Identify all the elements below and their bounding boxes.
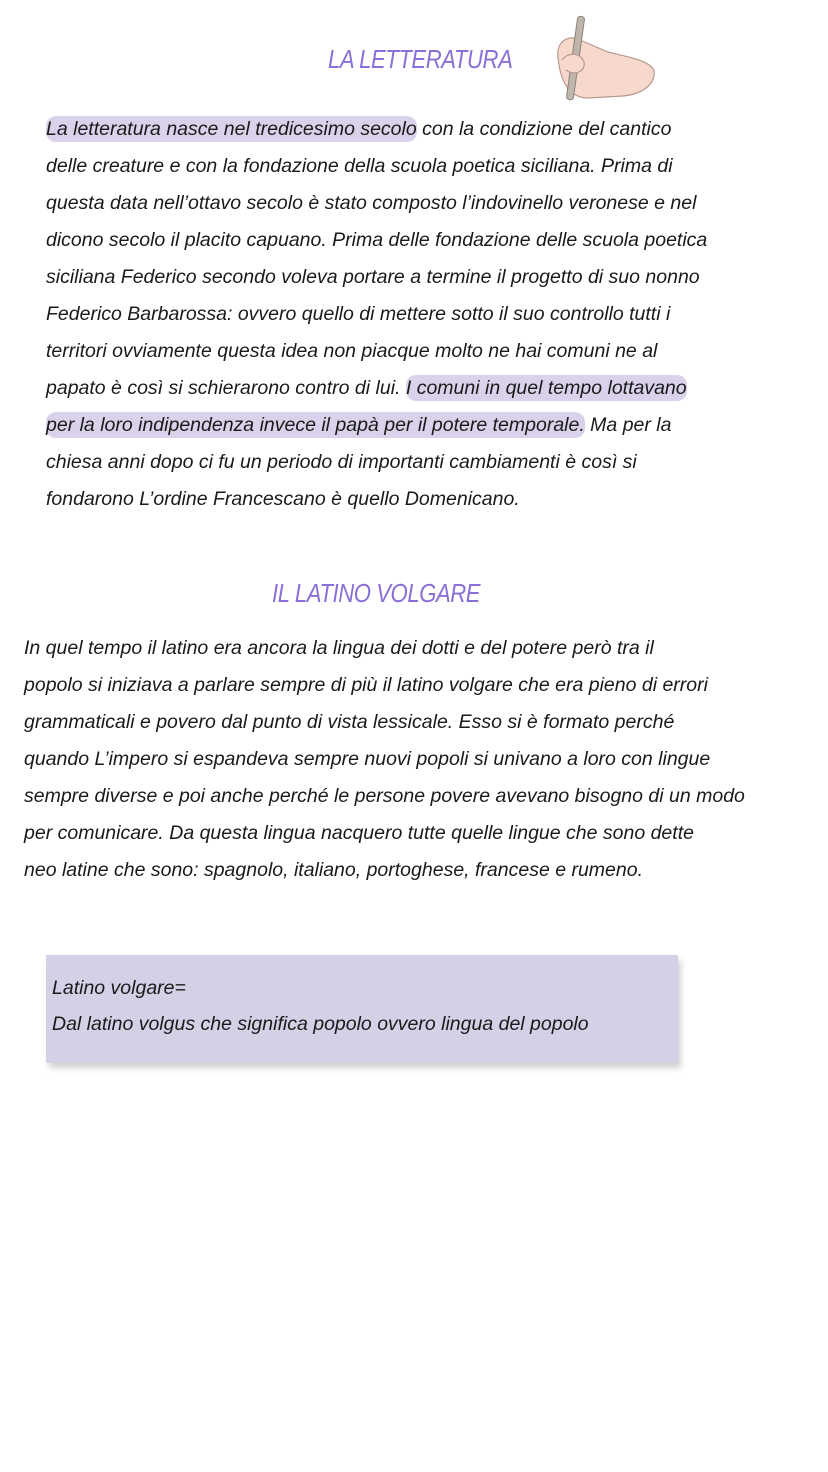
section-title-letteratura: LA LETTERATURA — [328, 44, 513, 74]
text-segment: grammaticali e povero dal punto di vista lessicale. Esso si è formato perché — [24, 711, 675, 733]
text-segment: questa data nell’ottavo secolo è stato composto l’indovinello veronese e nel — [46, 192, 697, 214]
text-line — [46, 111, 707, 148]
note-term: Latino volgare= — [52, 977, 186, 999]
text-segment: delle creature e con la fondazione della scuola poetica siciliana. Prima di — [46, 155, 673, 177]
definition-note — [46, 955, 678, 1063]
text-line — [46, 481, 707, 518]
text-line — [24, 667, 745, 704]
section-title-latino-volgare: IL LATINO VOLGARE — [272, 578, 481, 608]
text-line — [24, 630, 745, 667]
text-segment: popolo si iniziava a parlare sempre di più il latino volgare che era pieno di errori — [24, 674, 708, 696]
text-segment: con la condizione del cantico — [416, 118, 672, 140]
highlighted-text: La letteratura nasce nel tredicesimo secolo — [46, 118, 417, 140]
text-segment: In quel tempo il latino era ancora la lingua dei dotti e del potere però tra il — [24, 637, 654, 659]
text-line — [46, 333, 707, 370]
text-line — [46, 148, 707, 185]
text-line — [46, 222, 707, 259]
text-segment: sempre diverse e poi anche perché le persone povere avevano bisogno di un modo — [24, 785, 745, 807]
text-line — [46, 185, 707, 222]
text-line — [24, 704, 745, 741]
highlighted-text: I comuni in quel tempo lottavano — [405, 377, 687, 399]
text-line — [46, 259, 707, 296]
text-line — [24, 778, 745, 815]
text-segment: territori ovviamente questa idea non piacque molto ne hai comuni ne al — [46, 340, 658, 362]
hand-writing-icon — [548, 12, 658, 107]
text-segment: dicono secolo il placito capuano. Prima delle fondazione delle scuola poetica — [46, 229, 708, 251]
highlighted-text: per la loro indipendenza invece il papà per il potere temporale. — [46, 414, 585, 436]
text-segment: fondarono L’ordine Francescano è quello Domenicano. — [46, 488, 520, 510]
text-line — [46, 296, 707, 333]
text-line — [24, 741, 745, 778]
text-segment: siciliana Federico secondo voleva portare a termine il progetto di suo nonno — [46, 266, 700, 288]
text-segment: Federico Barbarossa: ovvero quello di mettere sotto il suo controllo tutti i — [46, 303, 671, 325]
text-line — [46, 370, 707, 407]
text-line — [24, 815, 745, 852]
note-definition: Dal latino volgus che significa popolo ovvero lingua del popolo — [52, 1013, 589, 1035]
text-line — [46, 444, 707, 481]
text-line — [24, 852, 745, 889]
text-segment: neo latine che sono: spagnolo, italiano, portoghese, francese e rumeno. — [24, 859, 644, 881]
text-segment: per comunicare. Da questa lingua nacquero tutte quelle lingue che sono dette — [24, 822, 694, 844]
text-segment: papato è così si schierarono contro di lui. — [46, 377, 406, 399]
paragraph-letteratura — [46, 111, 707, 518]
text-segment: Ma per la — [584, 414, 672, 436]
text-line — [46, 407, 707, 444]
paragraph-latino-volgare — [24, 630, 745, 889]
text-segment: quando L’impero si espandeva sempre nuovi popoli si univano a loro con lingue — [24, 748, 711, 770]
text-segment: chiesa anni dopo ci fu un periodo di importanti cambiamenti è così si — [46, 451, 637, 473]
